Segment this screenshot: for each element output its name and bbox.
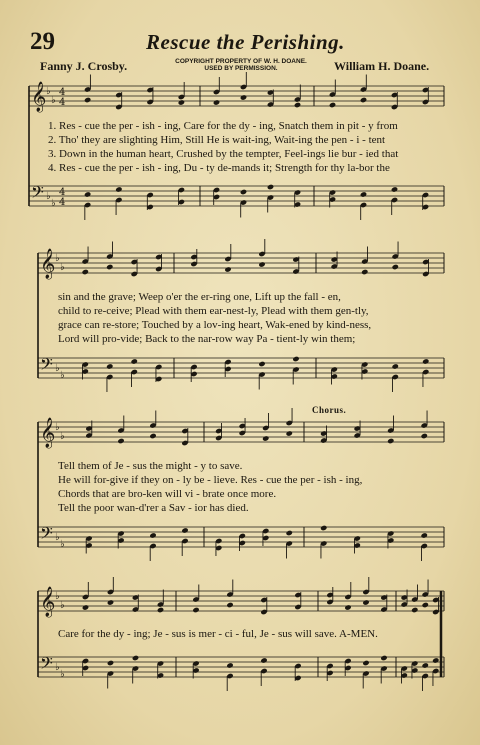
note-head bbox=[84, 191, 91, 197]
copyright-line: USED BY PERMISSION. bbox=[204, 65, 278, 72]
time-signature: 4 bbox=[59, 187, 66, 198]
composer: William H. Doane. bbox=[334, 59, 430, 73]
hymn-title: Rescue the Perishing. bbox=[146, 30, 345, 54]
flat-sign: ♭ bbox=[60, 431, 65, 442]
note-head bbox=[422, 662, 429, 668]
note-head bbox=[82, 604, 89, 610]
note-head bbox=[107, 660, 114, 666]
lyric-line: 3. Down in the human heart, Crushed by the tempter, Feel-ings lie bur - ied that bbox=[48, 148, 399, 160]
note-head bbox=[380, 655, 387, 661]
lyricist: Fanny J. Crosby. bbox=[40, 59, 128, 73]
note-head bbox=[117, 438, 124, 444]
treble-clef: 𝄞 bbox=[40, 587, 56, 617]
note-head bbox=[362, 599, 369, 605]
flat-sign: ♭ bbox=[55, 662, 60, 673]
lyric-line: grace can re-store; Touched by a lov-ing heart, Wak-ened by kind-ness, bbox=[58, 319, 372, 331]
flat-sign: ♭ bbox=[60, 539, 65, 550]
note-head bbox=[224, 266, 231, 272]
lyric-line: 1. Res - cue the per - ish - ing, Care for the dy - ing, Snatch them in pit - y from bbox=[48, 120, 398, 132]
bass-clef: 𝄢 bbox=[40, 354, 53, 378]
flat-sign: ♭ bbox=[46, 86, 51, 97]
copyright-line: COPYRIGHT PROPERTY OF W. H. DOANE. bbox=[175, 58, 307, 65]
flat-sign: ♭ bbox=[55, 532, 60, 543]
bass-clef: 𝄢 bbox=[31, 182, 44, 206]
note-head bbox=[181, 527, 188, 533]
lyric-line: child to re-ceive; Plead with them ear-nest-ly, Plead with them gen-tly, bbox=[58, 305, 369, 317]
note-head bbox=[226, 602, 233, 608]
note-head bbox=[149, 433, 156, 439]
note-head bbox=[421, 532, 428, 538]
note-head bbox=[292, 356, 299, 362]
treble-clef: 𝄞 bbox=[31, 82, 47, 112]
note-head bbox=[262, 435, 269, 441]
lyric-line: 2. Tho' they are slighting Him, Still He is wait-ing, Wait-ing the pen - i - tent bbox=[48, 134, 386, 146]
flat-sign: ♭ bbox=[60, 669, 65, 680]
lyric-line: Tell the poor wan-d'rer a Sav - ior has died. bbox=[58, 502, 249, 514]
lyric-line: Tell them of Je - sus the might - y to save. bbox=[58, 460, 243, 472]
note-head bbox=[260, 657, 267, 663]
bass-clef: 𝄢 bbox=[40, 523, 53, 547]
lyric-line: Chords that are bro-ken will vi - brate once more. bbox=[58, 488, 277, 500]
note-head bbox=[421, 433, 428, 439]
note-head bbox=[361, 269, 368, 275]
note-head bbox=[422, 358, 429, 364]
treble-clef: 𝄞 bbox=[40, 249, 56, 279]
note-head bbox=[115, 186, 122, 192]
flat-sign: ♭ bbox=[55, 591, 60, 602]
flat-sign: ♭ bbox=[60, 370, 65, 381]
flat-sign: ♭ bbox=[55, 253, 60, 264]
note-head bbox=[178, 99, 185, 105]
note-head bbox=[132, 655, 139, 661]
time-signature: 4 bbox=[59, 197, 66, 208]
note-head bbox=[240, 94, 247, 100]
note-head bbox=[360, 97, 367, 103]
time-signature: 4 bbox=[59, 87, 66, 98]
note-head bbox=[240, 189, 247, 195]
note-head bbox=[131, 358, 138, 364]
note-head bbox=[157, 607, 164, 613]
bass-clef: 𝄢 bbox=[40, 653, 53, 677]
time-signature: 4 bbox=[59, 97, 66, 108]
lyric-line: sin and the grave; Weep o'er the er-ring one, Lift up the fall - en, bbox=[58, 291, 341, 303]
note-head bbox=[294, 102, 301, 108]
note-head bbox=[106, 363, 113, 369]
note-head bbox=[286, 530, 293, 536]
note-head bbox=[82, 269, 89, 275]
flat-sign: ♭ bbox=[55, 422, 60, 433]
flat-sign: ♭ bbox=[51, 95, 56, 106]
treble-clef: 𝄞 bbox=[40, 418, 56, 448]
note-head bbox=[392, 264, 399, 270]
note-head bbox=[149, 532, 156, 538]
chorus-label: Chorus. bbox=[312, 405, 347, 415]
note-head bbox=[84, 97, 91, 103]
lyric-line: Lord will pro-vide; Back to the nar-row way Pa - tient-ly win them; bbox=[58, 333, 356, 345]
flat-sign: ♭ bbox=[60, 262, 65, 273]
note-head bbox=[360, 191, 367, 197]
note-head bbox=[320, 525, 327, 531]
lyric-line: 4. Res - cue the per - ish - ing, Du - ty de-mands it; Strength for thy la-bor the bbox=[48, 162, 390, 174]
flat-sign: ♭ bbox=[46, 191, 51, 202]
hymn-number: 29 bbox=[30, 28, 55, 55]
flat-sign: ♭ bbox=[51, 198, 56, 209]
note-head bbox=[329, 102, 336, 108]
note-head bbox=[213, 99, 220, 105]
note-head bbox=[411, 607, 418, 613]
note-head bbox=[267, 184, 274, 190]
note-head bbox=[226, 662, 233, 668]
flat-sign: ♭ bbox=[55, 363, 60, 374]
flat-sign: ♭ bbox=[60, 600, 65, 611]
note-head bbox=[387, 438, 394, 444]
note-head bbox=[107, 599, 114, 605]
note-head bbox=[344, 604, 351, 610]
note-head bbox=[391, 186, 398, 192]
note-head bbox=[362, 660, 369, 666]
note-head bbox=[258, 261, 265, 267]
note-head bbox=[286, 430, 293, 436]
lyric-line: Care for the dy - ing; Je - sus is mer - ci - ful, Je - sus will save. A-MEN. bbox=[58, 628, 378, 640]
note-head bbox=[432, 657, 439, 663]
note-head bbox=[392, 363, 399, 369]
note-head bbox=[106, 264, 113, 270]
note-head bbox=[192, 607, 199, 613]
lyric-line: He will for-give if they on - ly be - lieve. Res - cue the per - ish - ing, bbox=[58, 474, 363, 486]
note-head bbox=[422, 602, 429, 608]
note-head bbox=[258, 361, 265, 367]
